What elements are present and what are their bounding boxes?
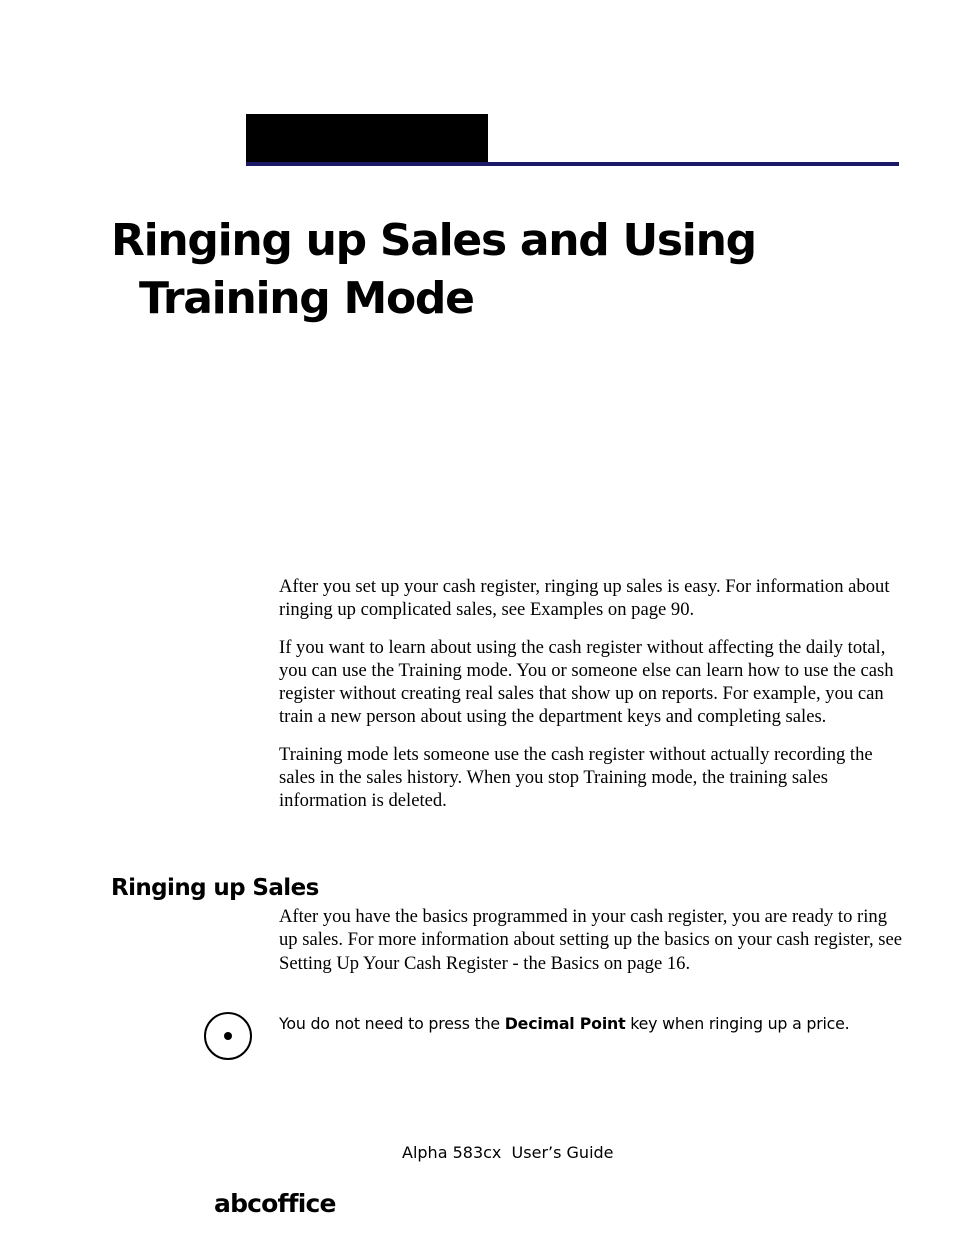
footer-logo: abcoffice [214,1189,336,1218]
note-text-after: key when ringing up a price. [625,1014,850,1033]
intro-paragraph-3: Training mode lets someone use the cash register without actually recording the sales in the sales history. When you stop Training mode, the training sales information is deleted. [279,743,873,812]
section-heading: Ringing up Sales [111,875,319,901]
chapter-title-line1: Ringing up Sales and Using [111,215,756,266]
note-text [279,1013,919,1035]
section-paragraph: After you have the basics programmed in your cash register, you are ready to ring up sales. For more information about setting up the basics on your cash register, see Setting Up Your Cash Register - the Basics on page 16. [279,906,903,974]
intro-paragraph-1: After you set up your cash register, ringing up sales is easy. For information about ringing up complicated sales, see Examples on page 90. [279,576,890,621]
section-text [279,905,904,989]
chapter-title-line2: Training Mode [139,273,474,324]
intro-paragraph-2: If you want to learn about using the cash register without affecting the daily total, you can use the Training mode. You or someone else can learn how to use the cash register without creating real sales that show up on reports. For example, you can train a new person about using the department keys and completing sales. [279,636,894,728]
chapter-tab [246,114,488,166]
intro-text [279,575,904,827]
chapter-title [111,212,831,328]
note-key-name: Decimal Point [504,1014,626,1033]
footer-guide-title: Alpha 583cx User’s Guide [402,1143,614,1162]
note-text-before: You do not need to press the [279,1014,505,1033]
note-icon [204,1012,252,1060]
chapter-rule [246,162,899,166]
